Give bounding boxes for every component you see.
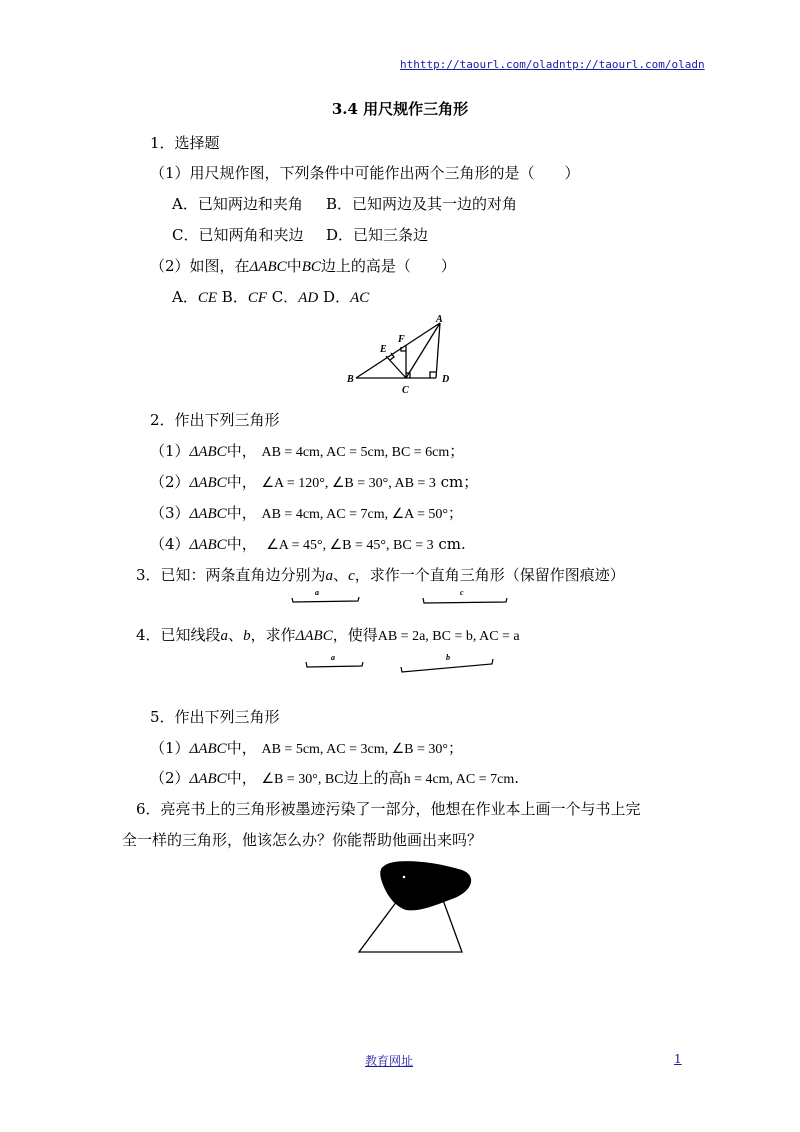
ink-blot — [380, 861, 471, 910]
q1-2-option-c-label: C． — [271, 288, 299, 306]
q4-sep: 、 — [228, 626, 244, 644]
q4-text-mid2: ，使得 — [332, 626, 378, 644]
q2-item-1-tail: ； — [449, 442, 465, 460]
q1-2-option-b-label: B． — [221, 288, 248, 306]
q1-1-option-a: A．已知两边和夹角 — [172, 195, 303, 213]
fig-label-b: B — [347, 374, 354, 385]
q2-item-2-tri: ΔABC — [189, 475, 227, 491]
q5-item-1-zh: 中， — [226, 739, 257, 757]
q1-1-stem: （1）用尺规作图，下列条件中可能作出两个三角形的是（ ） — [150, 164, 580, 182]
q5-item-1-cond: AB = 5cm, AC = 3cm, ∠B = 30° — [261, 742, 448, 757]
q1-2-option-b: CF — [247, 290, 267, 306]
q5-item-2-cond1: ∠B = 30°, BC — [261, 772, 344, 787]
q2-item-3-num: （3） — [150, 504, 190, 522]
q2-item-2-cond: ∠A = 120°, ∠B = 30°, AB = 3 — [261, 476, 436, 491]
q1-2-stem-post: 边上的高是（ ） — [320, 257, 456, 275]
ink-blot-highlight — [403, 876, 406, 879]
q4-var-b: b — [243, 628, 251, 644]
q1-2-option-a: CE — [197, 290, 218, 306]
q1-2-side: BC — [301, 259, 321, 275]
fig-label-e: E — [380, 344, 387, 355]
fig-label-f: F — [398, 334, 405, 345]
q2-item-4-num: （4） — [150, 535, 190, 553]
q1-2-triangle: ΔABC — [249, 259, 287, 275]
q5-item-2-num: （2） — [150, 769, 190, 787]
q1-1-option-b: B．已知两边及其一边的对角 — [326, 195, 518, 213]
q4-text-pre: 4．已知线段 — [136, 626, 221, 644]
q5-item-2-tri: ΔABC — [189, 771, 227, 787]
segment-c-label: c — [460, 588, 464, 597]
q3-var-c: c — [348, 568, 355, 584]
q2-item-4-zh: 中， — [226, 535, 257, 553]
q4-var-a: a — [220, 628, 229, 644]
q1-2-option-c: AD — [298, 290, 319, 306]
q5-heading: 5．作出下列三角形 — [150, 708, 280, 726]
q2-item-4-tri: ΔABC — [189, 537, 227, 553]
q6-line-2: 全一样的三角形，他该怎么办？你能帮助他画出来吗？ — [122, 831, 483, 849]
footer-link[interactable]: 教育网址 — [365, 1054, 414, 1068]
q1-2-stem-pre: （2）如图，在 — [150, 257, 250, 275]
q2-item-2-zh: 中， — [226, 473, 257, 491]
q5-item-1-tail: ； — [448, 739, 464, 757]
q4-tri: ΔABC — [295, 628, 333, 644]
q2-item-2-tail: cm； — [435, 473, 479, 491]
q5-item-2-zh: 中， — [226, 769, 257, 787]
q5-item-2-cond2: h = 4cm, AC = 7cm — [403, 772, 515, 787]
q5-item-1-num: （1） — [150, 739, 190, 757]
q1-heading: 1．选择题 — [150, 134, 220, 152]
q5-item-2-tail: . — [514, 769, 520, 787]
page-title: 3.4 用尺规作三角形 — [331, 100, 469, 118]
segment-a2-label: a — [331, 653, 335, 662]
segment-b-label: b — [446, 653, 450, 662]
segment-a-label: a — [315, 588, 319, 597]
q1-1-option-c: C．已知两角和夹边 — [172, 226, 304, 244]
q2-item-1-zh: 中， — [226, 442, 257, 460]
q3-text-pre: 3．已知：两条直角边分别为 — [136, 566, 326, 584]
q2-item-1-num: （1） — [150, 442, 190, 460]
q3-sep: 、 — [333, 566, 349, 584]
q1-2-option-a-label: A． — [172, 288, 198, 306]
q2-item-4-cond: ∠A = 45°, ∠B = 45°, BC = 3 — [266, 538, 434, 553]
header-link[interactable]: hthttp://taourl.com/oladntp://taourl.com/oladn — [400, 58, 705, 71]
fig-label-d: D — [442, 374, 450, 385]
q2-item-3-tri: ΔABC — [189, 506, 227, 522]
q2-item-1-tri: ΔABC — [189, 444, 227, 460]
q4-cond: AB = 2a, BC = b, AC = a — [377, 629, 520, 644]
q6-line-1: 6．亮亮书上的三角形被墨迹污染了一部分，他想在作业本上画一个与书上完 — [136, 800, 641, 818]
fig-label-a: A — [436, 314, 443, 325]
q1-2-stem-mid: 中 — [286, 257, 302, 275]
q2-item-4-tail: cm. — [433, 535, 466, 553]
page-number: 1 — [674, 1052, 682, 1066]
q3-var-a: a — [325, 568, 334, 584]
q1-1-option-d: D．已知三条边 — [326, 226, 429, 244]
q2-item-2-num: （2） — [150, 473, 190, 491]
fig-label-c: C — [402, 385, 409, 396]
q1-2-option-d-label: D． — [323, 288, 351, 306]
q5-item-1-tri: ΔABC — [189, 741, 227, 757]
q2-heading: 2．作出下列三角形 — [150, 411, 280, 429]
q4-text-mid: ，求作 — [250, 626, 296, 644]
q1-2-option-d: AC — [350, 290, 370, 306]
q5-item-2-zh2: 边上的高 — [343, 769, 404, 787]
q2-item-3-tail: ； — [448, 504, 464, 522]
q2-item-3-zh: 中， — [226, 504, 257, 522]
q3-text-post: ，求作一个直角三角形（保留作图痕迹） — [354, 566, 625, 584]
q2-item-3-cond: AB = 4cm, AC = 7cm, ∠A = 50° — [261, 507, 448, 522]
q2-item-1-cond: AB = 4cm, AC = 5cm, BC = 6cm — [261, 445, 450, 460]
